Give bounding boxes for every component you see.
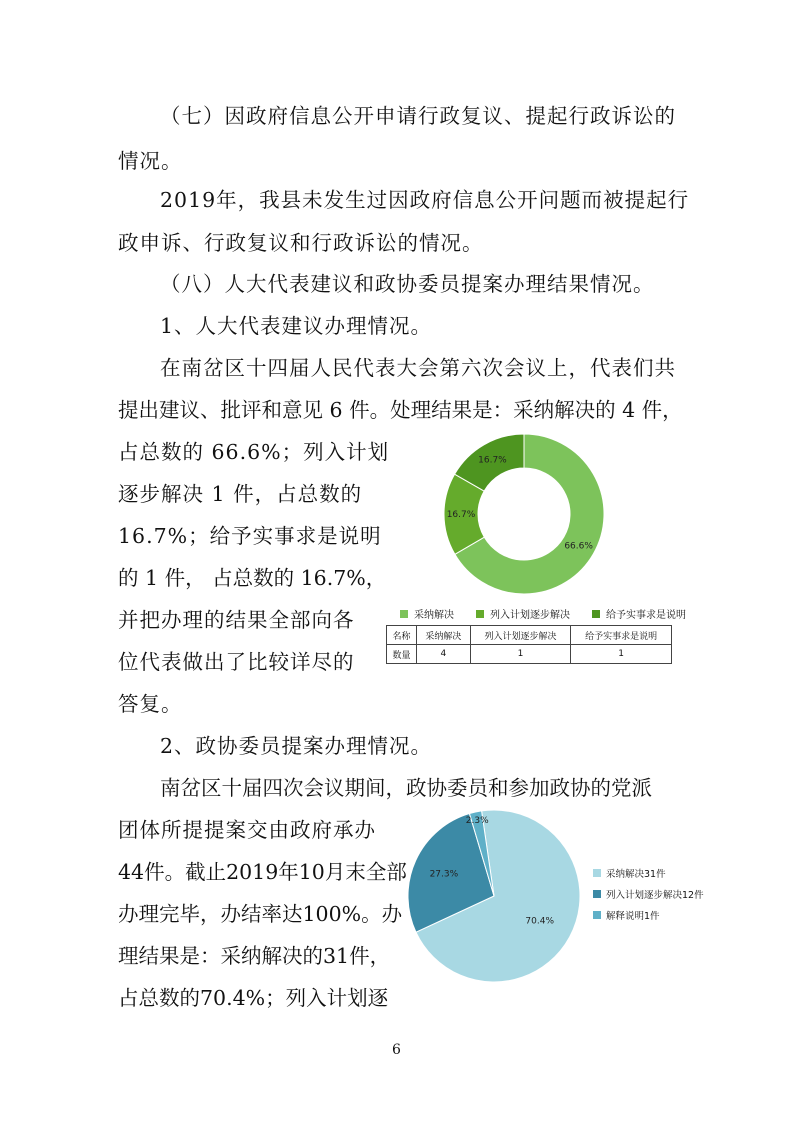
legend-swatch bbox=[476, 610, 484, 618]
legend-label: 解释说明1件 bbox=[606, 910, 660, 922]
data-label: 27.3% bbox=[429, 869, 459, 880]
donut-chart-svg bbox=[438, 432, 614, 596]
paragraph-line: 占总数的70.4%；列入计划逐 bbox=[118, 986, 389, 1010]
donut-chart bbox=[438, 432, 614, 596]
table-cell: 4 bbox=[417, 645, 471, 664]
table-header-cell: 列入计划逐步解决 bbox=[470, 626, 571, 645]
paragraph-line: 答复。 bbox=[118, 692, 183, 716]
legend-swatch bbox=[592, 610, 600, 618]
paragraph-line: 16.7%；给予实事求是说明 bbox=[118, 524, 382, 548]
legend-item bbox=[593, 883, 704, 904]
legend-item bbox=[593, 904, 704, 925]
legend-label: 列入计划逐步解决 bbox=[490, 610, 570, 621]
paragraph-line: 情况。 bbox=[118, 149, 183, 173]
paragraph-line: 政申诉、行政复议和行政诉讼的情况。 bbox=[118, 231, 484, 255]
paragraph-line: 逐步解决 1 件，占总数的 bbox=[118, 482, 363, 506]
paragraph-line: 占总数的 66.6%；列入计划 bbox=[118, 440, 390, 464]
paragraph-line: 理结果是：采纳解决的31件， bbox=[118, 944, 391, 968]
paragraph-line: 提出建议、批评和意见 6 件。处理结果是：采纳解决的 4 件， bbox=[118, 398, 683, 422]
paragraph-line: （八）人大代表建议和政协委员提案办理结果情况。 bbox=[160, 272, 655, 296]
legend-item bbox=[400, 606, 454, 621]
legend-label: 采纳解决 bbox=[414, 610, 454, 621]
data-label: 66.6% bbox=[564, 541, 593, 552]
paragraph-line: 2019年，我县未发生过因政府信息公开问题而被提起行 bbox=[160, 188, 690, 212]
paragraph-line: 办理完毕，办结率达100%。办 bbox=[118, 902, 403, 926]
data-label: 2.3% bbox=[465, 815, 489, 826]
donut-data-table bbox=[386, 625, 672, 664]
legend-swatch bbox=[593, 911, 601, 919]
legend-label: 给予实事求是说明 bbox=[606, 610, 686, 621]
page-number: 6 bbox=[392, 1042, 401, 1058]
legend-swatch bbox=[400, 610, 408, 618]
paragraph-line: 在南岔区十四届人民代表大会第六次会议上，代表们共 bbox=[160, 356, 676, 380]
table-header-cell: 采纳解决 bbox=[417, 626, 471, 645]
paragraph-line: 并把办理的结果全部向各 bbox=[118, 608, 355, 632]
paragraph-line: 位代表做出了比较详尽的 bbox=[118, 650, 355, 674]
legend-swatch bbox=[593, 890, 601, 898]
paragraph-line: （七）因政府信息公开申请行政复议、提起行政诉讼的 bbox=[160, 104, 676, 128]
pie-chart-svg bbox=[404, 808, 584, 984]
legend-swatch bbox=[593, 869, 601, 877]
table-cell: 1 bbox=[571, 645, 672, 664]
table-row bbox=[387, 645, 672, 664]
data-label: 16.7% bbox=[478, 455, 507, 466]
table-cell: 数量 bbox=[387, 645, 417, 664]
table-header-cell: 名称 bbox=[387, 626, 417, 645]
legend-item bbox=[592, 606, 686, 621]
pie-chart bbox=[404, 808, 584, 984]
legend-label: 采纳解决31件 bbox=[606, 868, 666, 880]
paragraph-line: 团体所提提案交由政府承办 bbox=[118, 818, 376, 842]
data-label: 70.4% bbox=[525, 916, 555, 927]
paragraph-line: 2、政协委员提案办理情况。 bbox=[160, 734, 433, 758]
legend-item bbox=[593, 862, 704, 883]
table-cell: 1 bbox=[470, 645, 571, 664]
table-header-row bbox=[387, 626, 672, 645]
data-label: 16.7% bbox=[446, 510, 476, 521]
paragraph-line: 的 1 件， 占总数的 16.7%， bbox=[118, 566, 387, 590]
legend-label: 列入计划逐步解决12件 bbox=[606, 889, 704, 901]
paragraph-line: 44件。截止2019年10月末全部 bbox=[118, 860, 407, 884]
paragraph-line: 南岔区十届四次会议期间，政协委员和参加政协的党派 bbox=[160, 776, 652, 800]
table-header-cell: 给予实事求是说明 bbox=[571, 626, 672, 645]
legend-item bbox=[476, 606, 570, 621]
paragraph-line: 1、人大代表建议办理情况。 bbox=[160, 314, 433, 338]
donut-legend bbox=[400, 606, 686, 621]
pie-legend bbox=[593, 862, 704, 925]
